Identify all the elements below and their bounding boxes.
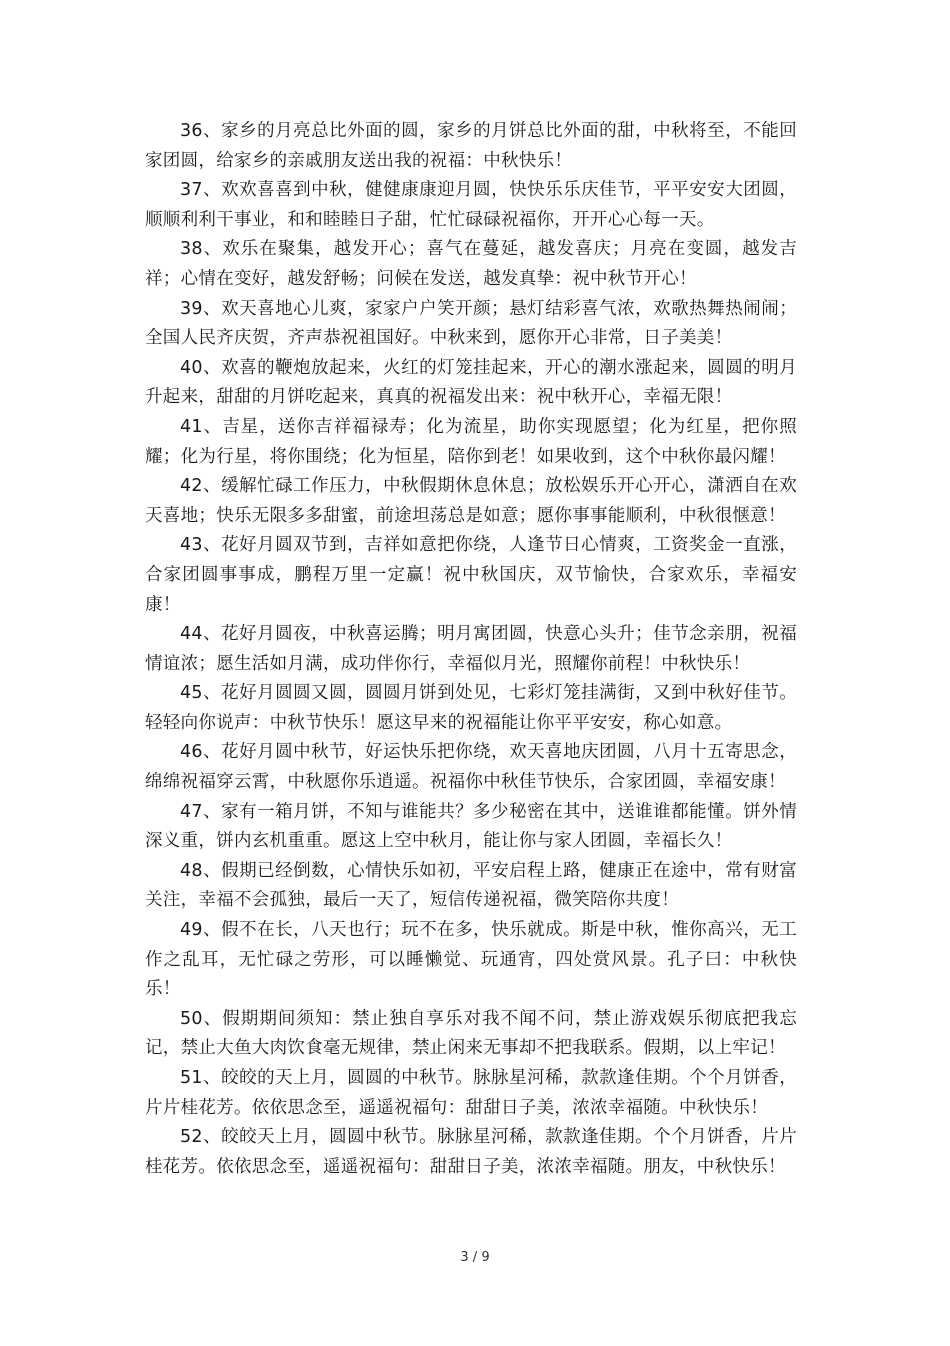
paragraph-45: 45、花好月圆圆又圆，圆圆月饼到处见，七彩灯笼挂满街，又到中秋好佳节。轻轻向你说声：中秋节快乐！愿这早来的祝福能让你平平安安，称心如意。 <box>145 683 797 733</box>
paragraph-37: 37、欢欢喜喜到中秋，健健康康迎月圆，快快乐乐庆佳节，平平安安大团圆，顺顺利利干事业，和和睦睦日子甜，忙忙碌碌祝福你，开开心心每一天。 <box>145 180 797 230</box>
page-number: 3 / 9 <box>460 1250 490 1265</box>
paragraph-36: 36、家乡的月亮总比外面的圆，家乡的月饼总比外面的甜，中秋将至，不能回家团圆，给家乡的亲戚朋友送出我的祝福：中秋快乐！ <box>145 121 797 171</box>
paragraph-38: 38、欢乐在聚集，越发开心；喜气在蔓延，越发喜庆；月亮在变圆，越发吉祥；心情在变好，越发舒畅；问候在发送，越发真挚：祝中秋节开心！ <box>145 239 797 289</box>
paragraph-42: 42、缓解忙碌工作压力，中秋假期休息休息；放松娱乐开心开心，潇洒自在欢天喜地；快乐无限多多甜蜜，前途坦荡总是如意；愿你事事能顺利，中秋很惬意！ <box>145 476 797 526</box>
paragraph-46: 46、花好月圆中秋节，好运快乐把你绕，欢天喜地庆团圆，八月十五寄思念，绵绵祝福穿云霄，中秋愿你乐逍遥。祝福你中秋佳节快乐，合家团圆，幸福安康！ <box>145 742 797 793</box>
paragraph-49: 49、假不在长，八天也行；玩不在多，快乐就成。斯是中秋，惟你高兴，无工作之乱耳，无忙碌之劳形，可以睡懒觉、玩通宵，四处赏风景。孔子曰：中秋快乐！ <box>145 920 797 1000</box>
paragraph-40: 40、欢喜的鞭炮放起来，火红的灯笼挂起来，开心的潮水涨起来，圆圆的明月升起来，甜甜的月饼吃起来，真真的祝福发出来：祝中秋开心，幸福无限！ <box>145 357 797 408</box>
paragraph-48: 48、假期已经倒数，心情快乐如初，平安启程上路，健康正在途中，常有财富关注，幸福不会孤独，最后一天了，短信传递祝福，微笑陪你共度！ <box>145 860 797 911</box>
paragraph-51: 51、皎皎的天上月，圆圆的中秋节。脉脉星河稀，款款逢佳期。个个月饼香，片片桂花芳。依依思念至，遥遥祝福句：甜甜日子美，浓浓幸福随。中秋快乐！ <box>145 1068 797 1118</box>
document-body <box>145 117 797 1182</box>
paragraph-44: 44、花好月圆夜，中秋喜运腾；明月寓团圆，快意心头升；佳节念亲朋，祝福情谊浓；愿生活如月满，成功伴你行，幸福似月光，照耀你前程！中秋快乐！ <box>145 624 797 674</box>
paragraph-50: 50、假期期间须知：禁止独自享乐对我不闻不问，禁止游戏娱乐彻底把我忘记，禁止大鱼大肉饮食毫无规律，禁止闲来无事却不把我联系。假期，以上牢记！ <box>145 1008 797 1059</box>
paragraph-47: 47、家有一箱月饼，不知与谁能共？多少秘密在其中，送谁谁都能懂。饼外情深义重，饼内玄机重重。愿这上空中秋月，能让你与家人团圆，幸福长久！ <box>145 801 797 852</box>
paragraph-52: 52、皎皎天上月，圆圆中秋节。脉脉星河稀，款款逢佳期。个个月饼香，片片桂花芳。依依思念至，遥遥祝福句：甜甜日子美，浓浓幸福随。朋友，中秋快乐！ <box>145 1127 797 1177</box>
paragraph-41: 41、吉星，送你吉祥福禄寿；化为流星，助你实现愿望；化为红星，把你照耀；化为行星，将你围绕；化为恒星，陪你到老！如果收到，这个中秋你最闪耀！ <box>145 416 797 467</box>
paragraph-43: 43、花好月圆双节到，吉祥如意把你绕，人逢节日心情爽，工资奖金一直涨，合家团圆事事成，鹏程万里一定赢！祝中秋国庆，双节愉快，合家欢乐，幸福安康！ <box>145 535 797 615</box>
paragraph-39: 39、欢天喜地心儿爽，家家户户笑开颜；悬灯结彩喜气浓，欢歌热舞热闹闹；全国人民齐庆贺，齐声恭祝祖国好。中秋来到，愿你开心非常，日子美美！ <box>145 298 797 349</box>
